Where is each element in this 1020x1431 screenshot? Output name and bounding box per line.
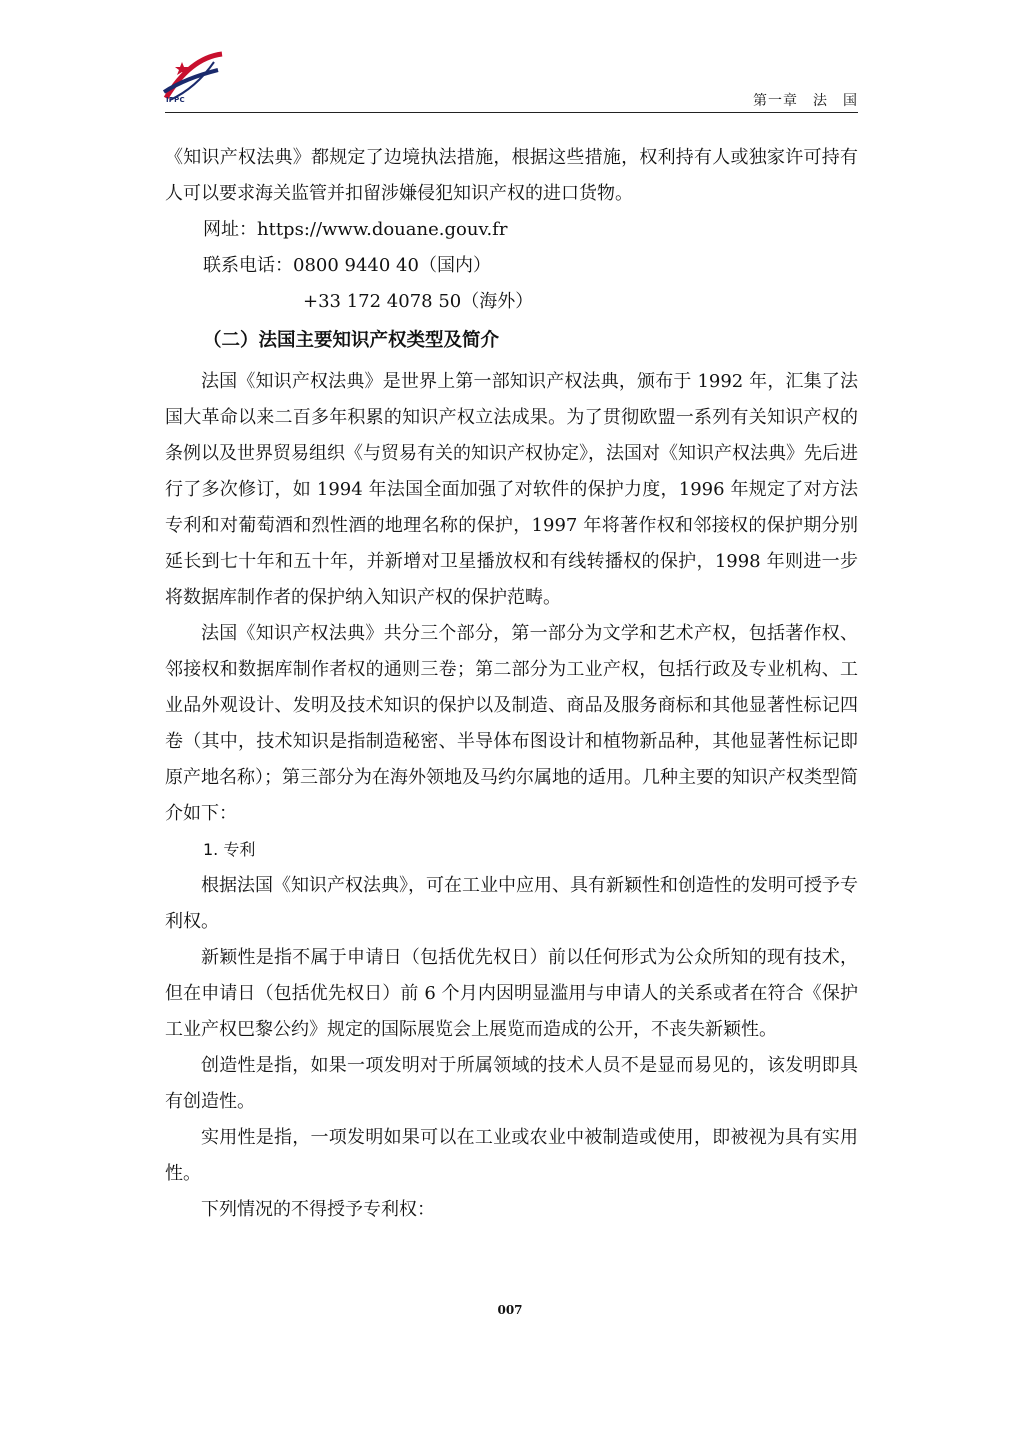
subsection-heading: 1. 专利 [203,840,256,859]
phone-line-overseas: +33 172 4078 50（海外） [303,291,534,312]
paragraph: 《知识产权法典》都规定了边境执法措施，根据这些措施，权利持有人或独家许可持有人可以要求海关监管并扣留涉嫌侵犯知识产权的进口货物。 [165,147,858,204]
chapter-title: 第一章 法 国 [753,93,858,109]
logo-text: IPPC [166,96,185,104]
paragraph: 法国《知识产权法典》是世界上第一部知识产权法典，颁布于 1992 年，汇集了法国大革命以来二百多年积累的知识产权立法成果。为了贯彻欧盟一系列有关知识产权的条例以及世界贸易组织《与贸易有关的知识产权协定》，法国对《知识产权法典》先后进行了多次修订，如 1994 年法国全面加强了对软件的保护力度，1996 年规定了对方法专利和对葡萄酒和烈性酒的地理名称的保护，1997 年将著作权和邻接权的保护期分别延长到七十年和五十年，并新增对卫星播放权和有线转播权的保护，1998 年则进一步将数据库制作者的保护纳入知识产权的保护范畴。 [165,371,858,608]
section-heading: （二）法国主要知识产权类型及简介 [203,330,500,351]
page-number: 007 [497,1303,523,1317]
paragraph: 创造性是指，如果一项发明对于所属领域的技术人员不是显而易见的，该发明即具有创造性。 [165,1055,858,1112]
paragraph: 根据法国《知识产权法典》，可在工业中应用、具有新颖性和创造性的发明可授予专利权。 [165,875,858,932]
paragraph: 新颖性是指不属于申请日（包括优先权日）前以任何形式为公众所知的现有技术，但在申请日（包括优先权日）前 6 个月内因明显滥用与申请人的关系或者在符合《保护工业产权巴黎公约》规定的国际展览会上展览而造成的公开，不丧失新颖性。 [165,947,858,1040]
paragraph: 实用性是指，一项发明如果可以在工业或农业中被制造或使用，即被视为具有实用性。 [165,1127,858,1184]
website-line: 网址：https://www.douane.gouv.fr [203,219,508,240]
paragraph: 法国《知识产权法典》共分三个部分，第一部分为文学和艺术产权，包括著作权、邻接权和数据库制作者权的通则三卷；第二部分为工业产权，包括行政及专业机构、工业品外观设计、发明及技术知识的保护以及制造、商品及服务商标和其他显著性标记四卷（其中，技术知识是指制造秘密、半导体布图设计和植物新品种，其他显著性标记即原产地名称）；第三部分为在海外领地及马约尔属地的适用。几种主要的知识产权类型简介如下： [165,623,858,824]
page-body [165,140,858,1228]
phone-line: 联系电话：0800 9440 40（国内） [203,255,491,276]
paragraph: 下列情况的不得授予专利权： [201,1199,435,1220]
header-rule [165,112,858,113]
